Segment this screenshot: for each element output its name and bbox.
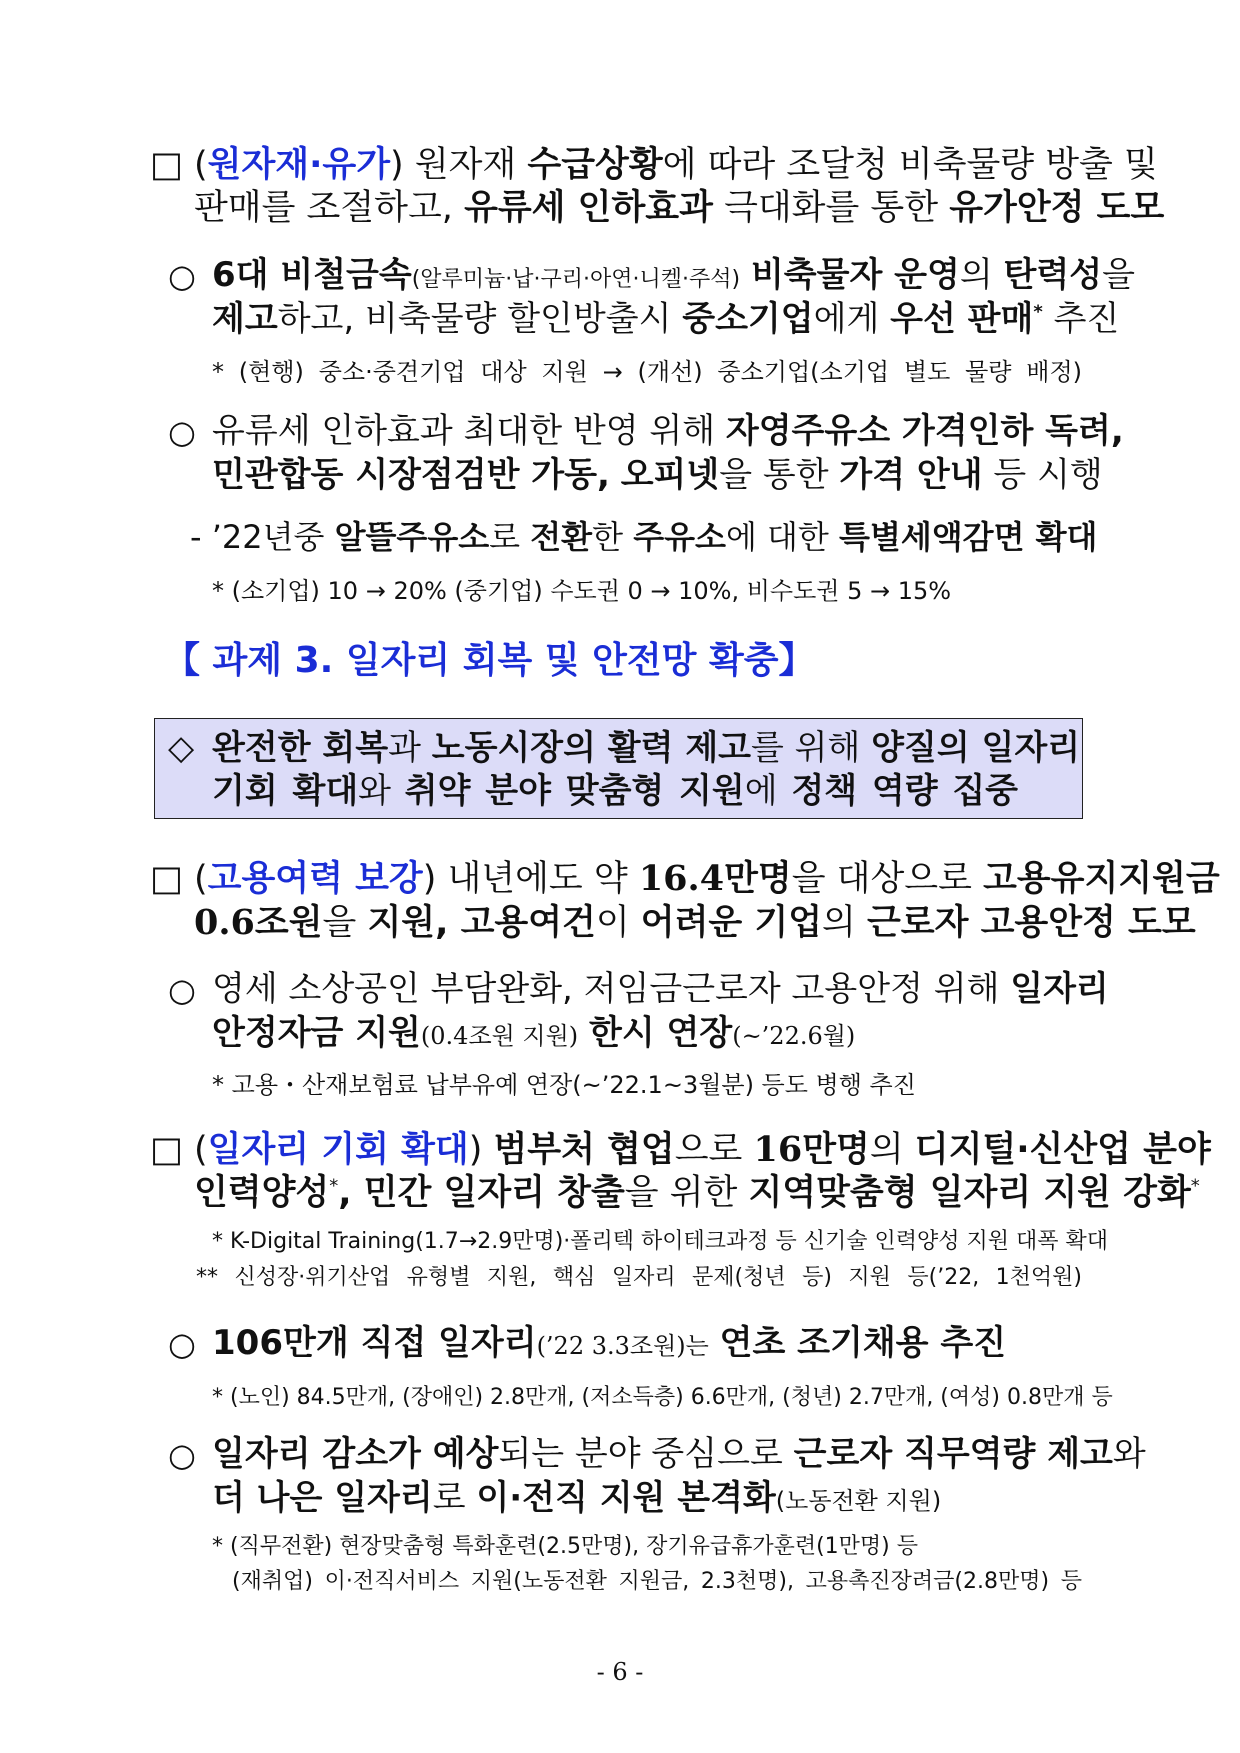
summary-line1: 완전한 회복과 노동시장의 활력 제고를 위해 양질의 일자리 [212,728,1081,768]
block3-item2-line2: 더 나은 일자리로 이·전직 지원 본격화(노동전환 지원) [212,1478,942,1518]
block2-item1-note: * 고용・산재보험료 납부유예 연장(~’22.1~3월분) 등도 병행 추진 [212,1071,916,1099]
circle-bullet-icon: ○ [168,971,196,1009]
block1-item1-line1: 6대 비철금속(알루미늄·납·구리·아연·니켈·주석) 비축물자 운영의 탄력성을 [212,255,1135,295]
block1-line1: (원자재·유가) 원자재 수급상황에 따라 조달청 비축물량 방출 및 [194,145,1158,185]
block3-item1-line1: 106만개 직접 일자리(’22 3.3조원)는 연초 조기채용 추진 [212,1323,1007,1363]
circle-bullet-icon: ○ [168,413,196,451]
block2-line2: 0.6조원을 지원, 고용여건이 어려운 기업의 근로자 고용안정 도모 [194,902,1196,943]
block1-item1-line2: 제고하고, 비축물량 할인방출시 중소기업에게 우선 판매* 추진 [212,299,1120,339]
block3-item1-note: * (노인) 84.5만개, (장애인) 2.8만개, (저소득층) 6.6만개, (청년) 2.7만개, (여성) 0.8만개 등 [212,1385,1113,1410]
block2-line1: (고용여력 보강) 내년에도 약 16.4만명을 대상으로 고용유지지원금 [194,858,1220,899]
block3-item2-note2: (재취업) 이·전직서비스 지원(노동전환 지원금, 2.3천명), 고용촉진장려금(2.8만명) 등 [232,1569,1082,1594]
square-bullet-icon: □ [150,1130,184,1170]
block3-item2-note1: * (직무전환) 현장맞춤형 특화훈련(2.5만명), 장기유급휴가훈련(1만명) 등 [212,1534,918,1559]
block3-line1: (일자리 기회 확대) 범부처 협업으로 16만명의 디지털·신산업 분야 [194,1129,1211,1170]
block3-heading: 일자리 기회 확대 [207,1130,469,1170]
block1-item2-note: * (소기업) 10 → 20% (중기업) 수도권 0 → 10%, 비수도권 5 → 15% [212,577,952,605]
summary-line2: 기회 확대와 취약 분야 맞춤형 지원에 정책 역량 집중 [212,771,1019,811]
block3-note1: * K-Digital Training(1.7→2.9만명)·폴리텍 하이테크과정 등 신기술 인력양성 지원 대폭 확대 [212,1229,1109,1254]
block3-item2-line1: 일자리 감소가 예상되는 분야 중심으로 근로자 직무역량 제고와 [212,1434,1146,1474]
page-number: - 6 - [596,1658,644,1686]
block3-line2: 인력양성*, 민간 일자리 창출을 위한 지역맞춤형 일자리 지원 강화* [194,1173,1200,1213]
block1-item1-note: * (현행) 중소·중견기업 대상 지원 → (개선) 중소기업(소기업 별도 물량 배정) [212,358,1082,386]
block2-item1-line2: 안정자금 지원(0.4조원 지원) 한시 연장(~’22.6월) [212,1013,856,1053]
block3-note2: ** 신성장·위기산업 유형별 지원, 핵심 일자리 문제(청년 등) 지원 등(’22, 1천억원) [196,1265,1082,1290]
square-bullet-icon: □ [150,145,184,185]
block1-item2-line1: 유류세 인하효과 최대한 반영 위해 자영주유소 가격인하 독려, [212,411,1124,451]
block1-item2-subline: - ’22년중 알뜰주유소로 전환한 주유소에 대한 특별세액감면 확대 [190,518,1098,556]
circle-bullet-icon: ○ [168,1325,196,1363]
circle-bullet-icon: ○ [168,257,196,295]
block2-item1-line1: 영세 소상공인 부담완화, 저임금근로자 고용안정 위해 일자리 [212,969,1109,1009]
block1-item2-line2: 민관합동 시장점검반 가동, 오피넷을 통한 가격 안내 등 시행 [212,455,1103,495]
section-title: 【 과제 3. 일자리 회복 및 안전망 확충】 [164,640,815,681]
diamond-bullet-icon: ◇ [168,728,195,768]
circle-bullet-icon: ○ [168,1436,196,1474]
block2-heading: 고용여력 보강 [207,859,423,899]
block1-line2: 판매를 조절하고, 유류세 인하효과 극대화를 통한 유가안정 도모 [194,188,1165,228]
block1-heading: 원자재·유가 [207,145,391,185]
square-bullet-icon: □ [150,859,184,899]
